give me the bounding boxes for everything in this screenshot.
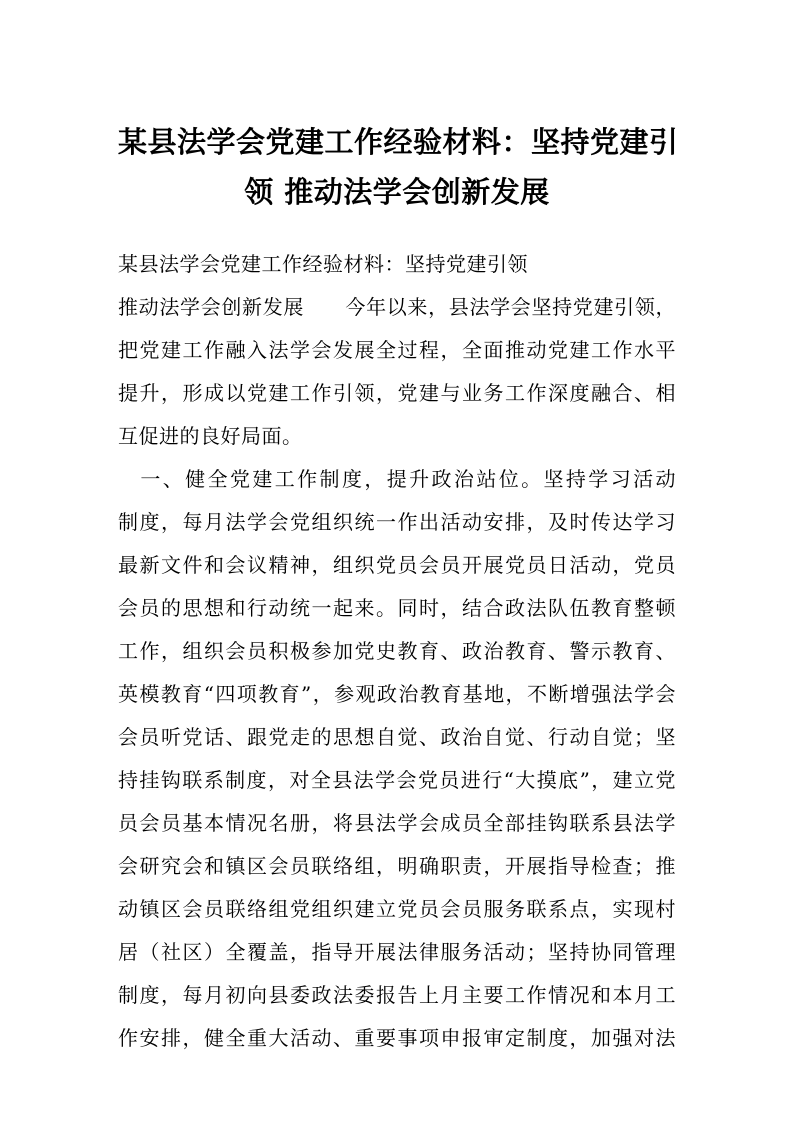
body-text-line: 会员听党话、跟党走的思想自觉、政治自觉、行动自觉；坚 [118, 725, 676, 749]
body-text-line: 持挂钩联系制度，对全县法学会党员进行“大摸底”，建立党 [118, 768, 676, 792]
body-text-line: 某县法学会党建工作经验材料：坚持党建引领 [118, 252, 528, 276]
document-content [118, 0, 679, 1060]
body-text-line: 会研究会和镇区会员联络组，明确职责，开展指导检查；推 [118, 854, 676, 878]
body-text-line: 一、健全党建工作制度，提升政治站位。坚持学习活动 [118, 467, 676, 491]
body-text-line: 最新文件和会议精神，组织党员会员开展党员日活动，党员 [118, 553, 676, 577]
body-text-line: 会员的思想和行动统一起来。同时，结合政法队伍教育整顿 [118, 596, 676, 620]
body-text-line: 工作，组织会员积极参加党史教育、政治教育、警示教育、 [118, 639, 676, 663]
document-body [118, 243, 676, 1060]
body-text-line: 制度，每月法学会党组织统一作出活动安排，及时传达学习 [118, 510, 676, 534]
body-text-line: 作安排，健全重大活动、重要事项申报审定制度，加强对法 [118, 1026, 676, 1050]
body-text-line: 动镇区会员联络组党组织建立党员会员服务联系点，实现村 [118, 897, 676, 921]
body-text-line: 员会员基本情况名册，将县法学会成员全部挂钩联系县法学 [118, 811, 676, 835]
body-text-line: 把党建工作融入法学会发展全过程，全面推动党建工作水平 [118, 338, 676, 362]
body-text-line: 提升，形成以党建工作引领，党建与业务工作深度融合、相 [118, 381, 676, 405]
title-line-1: 某县法学会党建工作经验材料：坚持党建引 [118, 125, 679, 159]
body-text-line: 推动法学会创新发展 今年以来，县法学会坚持党建引领， [118, 295, 676, 319]
body-text-line: 英模教育“四项教育”，参观政治教育基地，不断增强法学会 [118, 682, 676, 706]
body-text-line: 制度，每月初向县委政法委报告上月主要工作情况和本月工 [118, 983, 676, 1007]
body-text-line: 居（社区）全覆盖，指导开展法律服务活动；坚持协同管理 [118, 940, 676, 964]
body-text-line: 互促进的良好局面。 [118, 424, 303, 448]
document-title [118, 117, 679, 217]
title-line-2: 领 推动法学会创新发展 [244, 175, 550, 209]
